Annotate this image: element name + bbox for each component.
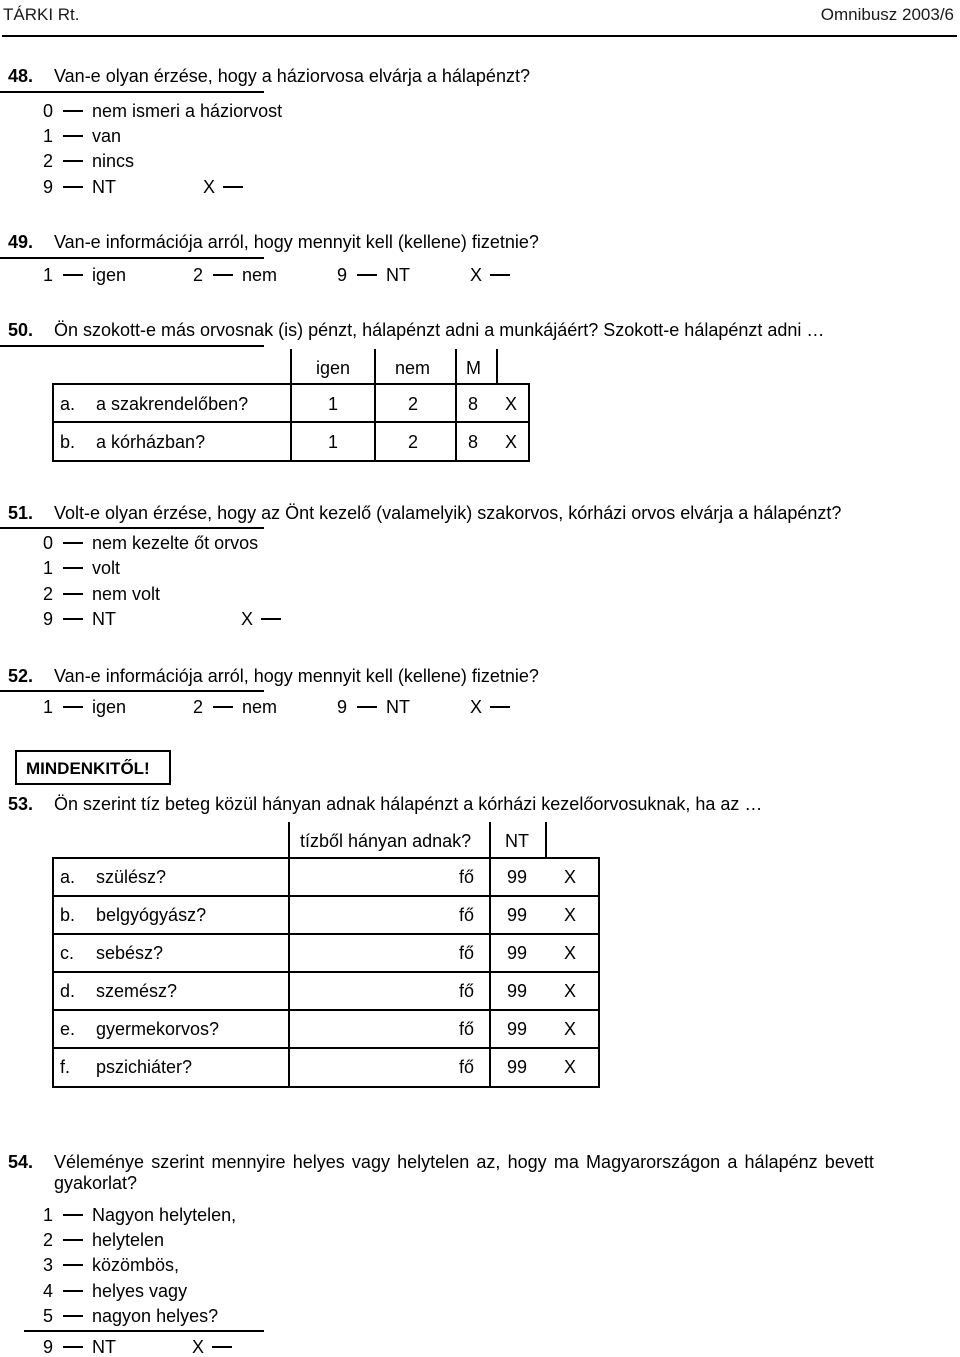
- refused-code[interactable]: X: [505, 432, 518, 452]
- row-letter: f.: [60, 1057, 71, 1077]
- row-letter: a.: [60, 394, 76, 414]
- row-label: szemész?: [96, 981, 178, 1001]
- answer-code[interactable]: 2: [408, 432, 419, 452]
- grid-line: [52, 933, 600, 935]
- refused-code[interactable]: X: [505, 394, 518, 414]
- answer-option[interactable]: 2 nincs: [43, 151, 135, 171]
- section-rule: [24, 1330, 264, 1332]
- unit-label: fő: [459, 1057, 475, 1077]
- answer-option[interactable]: 1 volt: [43, 558, 121, 578]
- row-letter: a.: [60, 867, 76, 887]
- answer-code[interactable]: 8: [468, 394, 479, 414]
- grid-line: [290, 349, 292, 460]
- answer-option[interactable]: 2 nem: [193, 697, 278, 717]
- grid-line: [52, 1009, 600, 1011]
- grid-line: [489, 822, 491, 1086]
- question-number: 53.: [8, 794, 34, 814]
- answer-code[interactable]: 99: [507, 1057, 528, 1077]
- refused-option[interactable]: X: [470, 266, 519, 284]
- answer-option[interactable]: 9 NT: [337, 697, 411, 717]
- question-rule: [0, 527, 264, 529]
- question-text: Van-e információja arról, hogy mennyit kell (kellene) fizetnie?: [54, 666, 539, 686]
- answer-option[interactable]: 2 helytelen: [43, 1230, 165, 1250]
- header-left: TÁRKI Rt.: [3, 5, 80, 24]
- row-label: sebész?: [96, 943, 164, 963]
- answer-code[interactable]: 1: [328, 432, 339, 452]
- unit-label: fő: [459, 867, 475, 887]
- question-text-line1: Véleménye szerint mennyire helyes vagy helytelen az, hogy ma Magyarországon a hálapénz bevett: [54, 1152, 874, 1172]
- grid-line: [52, 1047, 600, 1049]
- refused-option[interactable]: X: [241, 610, 290, 628]
- header-right: Omnibusz 2003/6: [820, 5, 954, 24]
- notice-box: [15, 750, 171, 785]
- question-number: 54.: [8, 1152, 34, 1172]
- question-number: 49.: [8, 232, 34, 252]
- question-rule: [0, 690, 264, 692]
- row-label: a szakrendelőben?: [96, 394, 249, 414]
- answer-option[interactable]: 9 NT: [43, 609, 117, 629]
- answer-code[interactable]: 99: [507, 943, 528, 963]
- row-letter: b.: [60, 432, 76, 452]
- header-rule: [2, 35, 957, 37]
- refused-code[interactable]: X: [564, 1019, 577, 1039]
- column-header: M: [466, 358, 481, 378]
- answer-option[interactable]: 5 nagyon helyes?: [43, 1306, 219, 1326]
- question-number: 48.: [8, 66, 34, 86]
- answer-option[interactable]: 1 igen: [43, 265, 127, 285]
- grid-line: [52, 895, 600, 897]
- question-rule: [0, 91, 264, 93]
- notice-text: MINDENKITŐL!: [26, 759, 150, 778]
- answer-option[interactable]: 1 van: [43, 126, 122, 146]
- refused-code[interactable]: X: [564, 981, 577, 1001]
- answer-option[interactable]: 9 NT: [43, 1337, 117, 1357]
- answer-code[interactable]: 99: [507, 1019, 528, 1039]
- answer-option[interactable]: 1 Nagyon helytelen,: [43, 1205, 237, 1225]
- column-header: nem: [395, 358, 431, 378]
- unit-label: fő: [459, 981, 475, 1001]
- refused-option[interactable]: X: [203, 178, 252, 196]
- grid-line: [545, 822, 547, 858]
- refused-option[interactable]: X: [470, 698, 519, 716]
- column-header: igen: [316, 358, 351, 378]
- answer-code[interactable]: 1: [328, 394, 339, 414]
- row-label: a kórházban?: [96, 432, 206, 452]
- question-number: 51.: [8, 503, 34, 523]
- row-label: gyermekorvos?: [96, 1019, 220, 1039]
- grid-line: [374, 349, 376, 460]
- unit-label: fő: [459, 943, 475, 963]
- question-text: Volt-e olyan érzése, hogy az Önt kezelő (valamelyik) szakorvos, kórházi orvos elvárja a hálapénzt?: [54, 503, 842, 523]
- question-text: Ön szokott-e más orvosnak (is) pénzt, hálapénzt adni a munkájáért? Szokott-e hálapénzt adni …: [54, 320, 825, 340]
- answer-option[interactable]: 4 helyes vagy: [43, 1281, 188, 1301]
- refused-code[interactable]: X: [564, 1057, 577, 1077]
- row-letter: e.: [60, 1019, 76, 1039]
- refused-code[interactable]: X: [564, 943, 577, 963]
- question-number: 52.: [8, 666, 34, 686]
- row-label: szülész?: [96, 867, 167, 887]
- answer-option[interactable]: 1 igen: [43, 697, 127, 717]
- question-text: Van-e információja arról, hogy mennyit kell (kellene) fizetnie?: [54, 232, 539, 252]
- column-header: tízből hányan adnak?: [300, 831, 472, 851]
- refused-code[interactable]: X: [564, 867, 577, 887]
- question-text-line2: gyakorlat?: [54, 1173, 138, 1193]
- grid-line: [288, 822, 290, 1086]
- grid-line: [496, 349, 498, 385]
- row-letter: d.: [60, 981, 76, 1001]
- answer-code[interactable]: 2: [408, 394, 419, 414]
- row-letter: b.: [60, 905, 76, 925]
- answer-code[interactable]: 99: [507, 981, 528, 1001]
- column-header: NT: [505, 831, 529, 851]
- refused-option[interactable]: X: [192, 1338, 241, 1356]
- question-rule: [0, 345, 264, 347]
- answer-option[interactable]: 0 nem ismeri a háziorvost: [43, 101, 283, 121]
- question-text: Ön szerint tíz beteg közül hányan adnak hálapénzt a kórházi kezelőorvosuknak, ha az …: [54, 794, 763, 814]
- answer-option[interactable]: 2 nem: [193, 265, 278, 285]
- row-label: pszichiáter?: [96, 1057, 193, 1077]
- question-text: Van-e olyan érzése, hogy a háziorvosa elvárja a hálapénzt?: [54, 66, 530, 86]
- answer-code[interactable]: 99: [507, 867, 528, 887]
- answer-option[interactable]: 2 nem volt: [43, 584, 161, 604]
- answer-option[interactable]: 3 közömbös,: [43, 1255, 180, 1275]
- question-rule: [0, 257, 264, 259]
- grid-line: [52, 971, 600, 973]
- answer-code[interactable]: 99: [507, 905, 528, 925]
- answer-code[interactable]: 8: [468, 432, 479, 452]
- question-number: 50.: [8, 320, 34, 340]
- row-label: belgyógyász?: [96, 905, 207, 925]
- row-letter: c.: [60, 943, 75, 963]
- answer-option[interactable]: 0 nem kezelte őt orvos: [43, 533, 259, 553]
- unit-label: fő: [459, 1019, 475, 1039]
- answer-option[interactable]: 9 NT: [337, 265, 411, 285]
- unit-label: fő: [459, 905, 475, 925]
- grid-line: [455, 349, 457, 460]
- answer-option[interactable]: 9 NT: [43, 177, 117, 197]
- refused-code[interactable]: X: [564, 905, 577, 925]
